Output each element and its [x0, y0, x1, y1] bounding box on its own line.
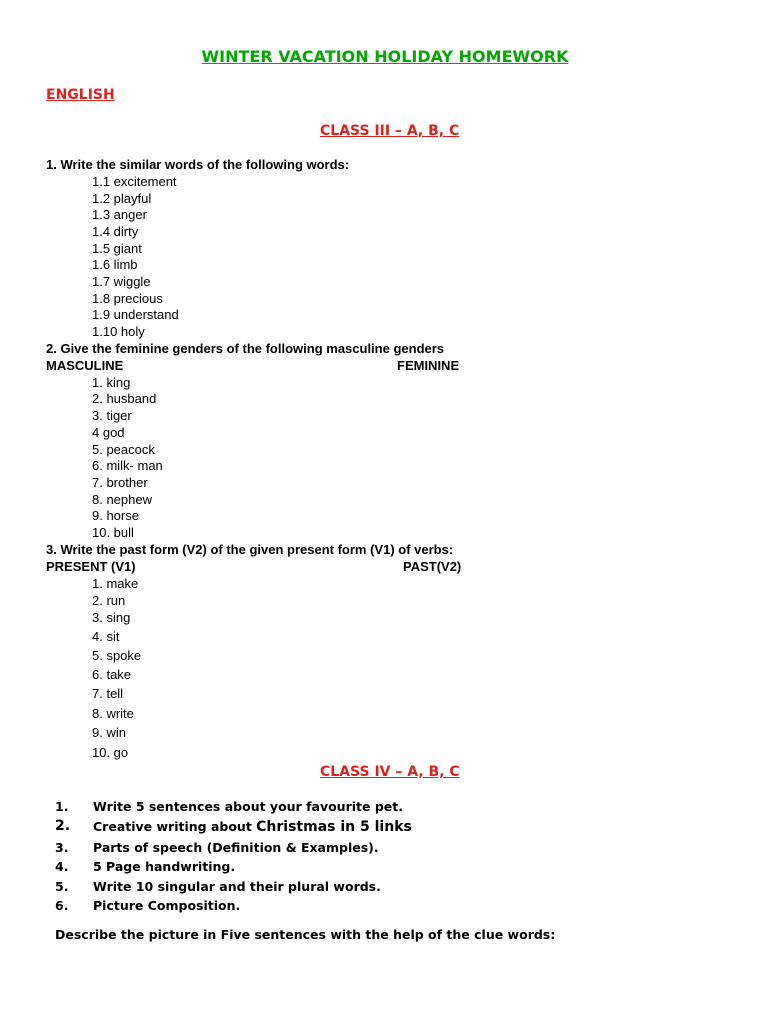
q3-item: 4. sit	[92, 629, 120, 644]
class4-item-text: Parts of speech (Definition & Examples).	[93, 840, 379, 855]
q3-item: 6. take	[92, 667, 132, 682]
class4-item-text: 5 Page handwriting.	[93, 859, 236, 874]
q2-item: 6. milk- man	[92, 458, 163, 473]
q1-item: 1.4 dirty	[92, 224, 139, 239]
q2-item: 9. horse	[92, 508, 139, 523]
q1-item: 1.8 precious	[92, 291, 163, 306]
class4-item-number: 3.	[55, 840, 69, 855]
q3-item: 8. write	[92, 706, 134, 721]
q1-item: 1.3 anger	[92, 207, 147, 222]
class4-item-text: Picture Composition.	[93, 898, 241, 913]
q1-item: 1.9 understand	[92, 307, 179, 322]
class4-heading: CLASS IV – A, B, C	[320, 764, 460, 780]
class4-item-text-main: Creative writing about	[93, 819, 257, 834]
q1-item: 1.10 holy	[92, 324, 145, 339]
class4-item-number: 4.	[55, 859, 69, 874]
class3-heading: CLASS III – A, B, C	[320, 123, 460, 139]
class4-item-number: 6.	[55, 898, 69, 913]
past-column-header: PAST(V2)	[403, 559, 462, 574]
masculine-column-header: MASCULINE	[46, 358, 124, 373]
q2-item: 2. husband	[92, 391, 157, 406]
q2-item: 8. nephew	[92, 492, 152, 507]
q3-item: 9. win	[92, 725, 126, 740]
page-title: WINTER VACATION HOLIDAY HOMEWORK	[201, 47, 569, 66]
class4-item-number: 2.	[55, 818, 71, 834]
class4-item-text	[93, 819, 412, 835]
q2-item: 10. bull	[92, 525, 134, 540]
q2-item: 4 god	[92, 425, 125, 440]
question-1: 1. Write the similar words of the following words:	[46, 157, 350, 172]
q3-item: 5. spoke	[92, 648, 142, 663]
subject-heading: ENGLISH	[46, 87, 115, 103]
q2-item: 3. tiger	[92, 408, 132, 423]
q2-item: 5. peacock	[92, 442, 155, 457]
class4-item-number: 5.	[55, 879, 69, 894]
class4-item-text: Write 10 singular and their plural words.	[93, 879, 381, 894]
picture-composition-instruction: Describe the picture in Five sentences with the help of the clue words:	[55, 927, 556, 942]
q3-item: 2. run	[92, 593, 126, 608]
q1-item: 1.7 wiggle	[92, 274, 151, 289]
q1-item: 1.5 giant	[92, 241, 142, 256]
q3-item: 10. go	[92, 745, 129, 760]
present-column-header: PRESENT (V1)	[46, 559, 136, 574]
q3-item: 3. sing	[92, 610, 131, 625]
q2-item: 1. king	[92, 375, 131, 390]
feminine-column-header: FEMININE	[397, 358, 460, 373]
class4-item-text-emphasis: Christmas in 5 links	[256, 819, 412, 835]
q3-item: 7. tell	[92, 686, 124, 701]
class4-item-text: Write 5 sentences about your favourite pet.	[93, 799, 403, 814]
question-2: 2. Give the feminine genders of the following masculine genders	[46, 341, 445, 356]
class4-item-number: 1.	[55, 799, 69, 814]
q2-item: 7. brother	[92, 475, 148, 490]
q1-item: 1.1 excitement	[92, 174, 177, 189]
question-3: 3. Write the past form (V2) of the given present form (V1) of verbs:	[46, 542, 454, 557]
q3-item: 1. make	[92, 576, 139, 591]
q1-item: 1.6 limb	[92, 257, 138, 272]
q1-item: 1.2 playful	[92, 191, 152, 206]
